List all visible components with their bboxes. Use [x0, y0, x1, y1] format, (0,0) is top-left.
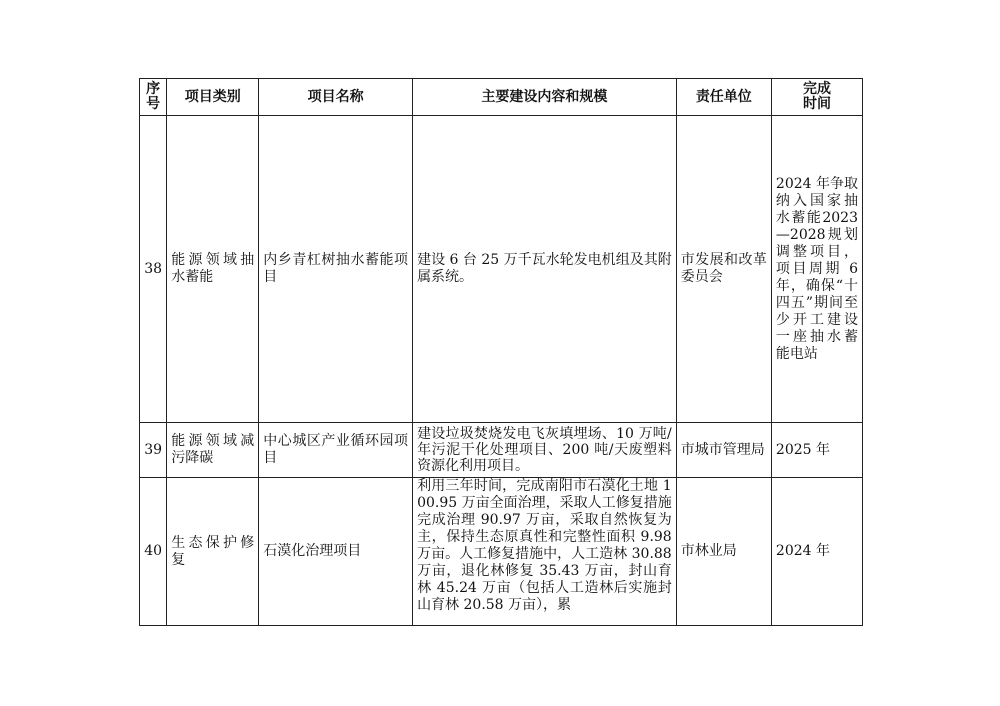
table-row — [140, 423, 863, 478]
row-seq: 38 — [140, 116, 167, 423]
row-category: 生态保护修复 — [167, 478, 259, 626]
row-content — [413, 478, 677, 626]
header-time — [771, 79, 862, 116]
header-seq-text: 序号 — [146, 81, 161, 112]
row-time: 2025 年 — [771, 423, 862, 478]
row-unit: 市发展和改革委员会 — [676, 116, 771, 423]
row-content — [413, 423, 677, 478]
header-time-text: 完成时间 — [802, 81, 831, 112]
header-seq — [140, 79, 167, 116]
header-category: 项目类别 — [167, 79, 259, 116]
table-row — [140, 478, 863, 626]
header-name: 项目名称 — [259, 79, 413, 116]
row-time: 2024 年争取纳入国家抽水蓄能2023—2028规划调整项目，项目周期 6 年，确保“十四五”期间至少开工建设一座抽水蓄能电站 — [771, 116, 862, 423]
header-content: 主要建设内容和规模 — [413, 79, 677, 116]
project-table — [139, 78, 863, 626]
header-unit: 责任单位 — [676, 79, 771, 116]
row-unit: 市城市管理局 — [676, 423, 771, 478]
table-row — [140, 116, 863, 423]
row-name: 石漠化治理项目 — [259, 478, 413, 626]
table-header-row — [140, 79, 863, 116]
row-seq: 40 — [140, 478, 167, 626]
row-seq: 39 — [140, 423, 167, 478]
row-time: 2024 年 — [771, 478, 862, 626]
row-category: 能源领域减污降碳 — [167, 423, 259, 478]
row-content-text: 利用三年时间，完成南阳市石漠化土地 100.95 万亩全面治理，采取人工修复措施完成治理 90.97 万亩，采取自然恢复为主，保持生态原真性和完整性面积 9.98 万亩。人工修复措施中，人工造林 30.88 万亩，退化林修复 35.43 万亩，封山育林 45.24 万亩（包括人工造林后实施封山育林 20.58 万亩），累 — [417, 478, 672, 613]
row-content: 建设 6 台 25 万千瓦水轮发电机组及其附属系统。 — [413, 116, 677, 423]
row-name: 内乡青杠树抽水蓄能项目 — [259, 116, 413, 423]
row-name: 中心城区产业循环园项目 — [259, 423, 413, 478]
row-unit: 市林业局 — [676, 478, 771, 626]
row-content-text: 建设垃圾焚烧发电飞灰填埋场、10 万吨/年污泥干化处理项目、200 吨/天废塑料资源化利用项目。 — [417, 426, 672, 474]
row-category: 能源领域抽水蓄能 — [167, 116, 259, 423]
